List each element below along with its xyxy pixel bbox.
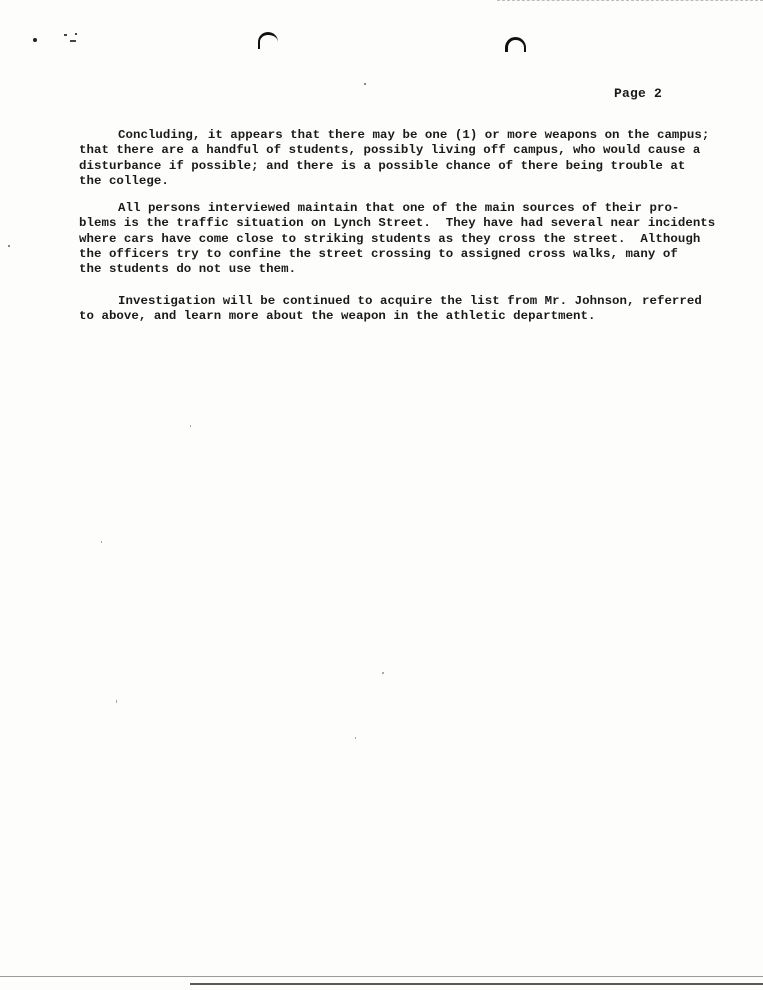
hole-punch-mark	[258, 32, 278, 49]
scan-speck	[364, 83, 366, 85]
text-line: the college.	[79, 173, 169, 188]
paragraph-conclusion	[79, 128, 709, 189]
paragraph-traffic	[79, 201, 715, 277]
scan-speck	[70, 40, 76, 42]
text-line: that there are a handful of students, possibly living off campus, who would cause a	[79, 143, 701, 158]
hole-punch-mark	[505, 37, 526, 52]
scan-edge-line	[0, 976, 763, 977]
text-line: the students do not use them.	[79, 262, 297, 277]
text-line: the officers try to confine the street crossing to assigned cross walks, many of	[79, 246, 678, 261]
text-line: Investigation will be continued to acquire the list from Mr. Johnson, referred	[118, 294, 702, 308]
scan-speck	[75, 33, 77, 35]
scan-speck	[33, 38, 37, 42]
text-line: where cars have come close to striking students as they cross the street. Although	[79, 231, 701, 246]
text-line: All persons interviewed maintain that one of the main sources of their pro-	[118, 201, 680, 215]
text-line: Concluding, it appears that there may be one (1) or more weapons on the campus;	[118, 128, 710, 142]
text-line: blems is the traffic situation on Lynch Street. They have had several near incidents	[79, 216, 716, 231]
scan-edge-line	[190, 983, 763, 985]
scan-speck	[382, 672, 384, 674]
scan-speck	[355, 737, 356, 739]
scan-speck	[64, 34, 67, 36]
scan-speck	[101, 541, 102, 543]
page-number: Page 2	[614, 86, 663, 101]
text-line: disturbance if possible; and there is a possible chance of there being trouble at	[79, 158, 686, 173]
scan-speck	[116, 700, 117, 703]
text-line: to above, and learn more about the weapon in the athletic department.	[79, 309, 596, 324]
paragraph-investigation	[79, 294, 702, 325]
scan-speck	[8, 245, 10, 247]
scan-speck	[190, 425, 191, 427]
scan-edge-dashes	[497, 0, 763, 1]
